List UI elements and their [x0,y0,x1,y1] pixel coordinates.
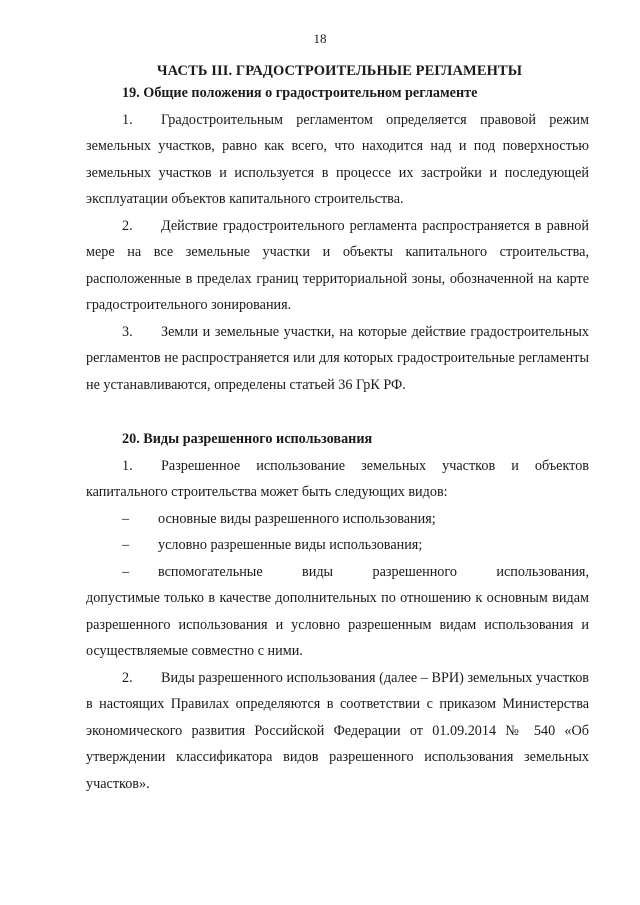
section-20-heading: 20. Виды разрешенного использования [122,431,373,447]
dash-marker: – [122,510,130,527]
item-text: Земли и земельные участки, на которые действие градостроительных регламентов не распространяется или для которых градостроительные регламенты не устанавливаются, определены статьей 36 ГрК РФ. [86,323,589,393]
item-text: Виды разрешенного использования (далее – ВРИ) земельных участков в настоящих Правилах определяются в соответствии с приказом Министерства экономического развития Российской Федерации от 01.09.2014 № 540 «Об утверждении классификатора видов разрешенного использования земельных участков». [86,669,589,792]
item-number: 1. [122,457,133,474]
section-19-item-2 [86,213,589,319]
item-text: Действие градостроительного регламента распространяется в равной мере на все земельные участки и объекты капитального строительства, расположенные в пределах границ территориальной зоны, обозначенной на карте градостроительного зонирования. [86,217,589,313]
item-number: 1. [122,111,133,128]
section-19-item-1 [86,107,589,213]
item-number: 2. [122,669,133,686]
dash-item [86,506,589,533]
section-19-heading: 19. Общие положения о градостроительном регламенте [122,85,478,101]
dash-item [86,532,589,559]
dash-marker: – [122,537,130,553]
dash-item-text: условно разрешенные виды использования; [158,537,423,553]
section-20-item-2 [86,665,589,798]
dash-item-text: вспомогательные виды разрешенного использования, [158,563,589,580]
item-number: 2. [122,217,133,234]
page-number: 18 [313,31,327,46]
item-text: Разрешенное использование земельных участков и объектов капитального строительства может быть следующих видов: [86,457,589,500]
section-19-item-3 [86,319,589,399]
dash-item-text: основные виды разрешенного использования; [158,510,436,527]
section-19 [86,80,589,398]
dash-marker: – [122,563,130,580]
section-20 [86,426,589,797]
item-text: Градостроительным регламентом определяется правовой режим земельных участков, равно как всего, что находится над и под поверхностью земельных участков и используется в процессе их застройки и последующей эксплуатации объектов капитального строительства. [86,111,589,207]
dash-item [86,559,589,586]
dash-continuation: допустимые только в качестве дополнительных по отношению к основным видам разрешенного использования и условно разрешенным видам использования и осуществляемые совместно с ними. [86,590,589,659]
item-number: 3. [122,323,133,340]
part-title: ЧАСТЬ III. ГРАДОСТРОИТЕЛЬНЫЕ РЕГЛАМЕНТЫ [156,63,523,79]
section-20-item-1 [86,453,589,506]
